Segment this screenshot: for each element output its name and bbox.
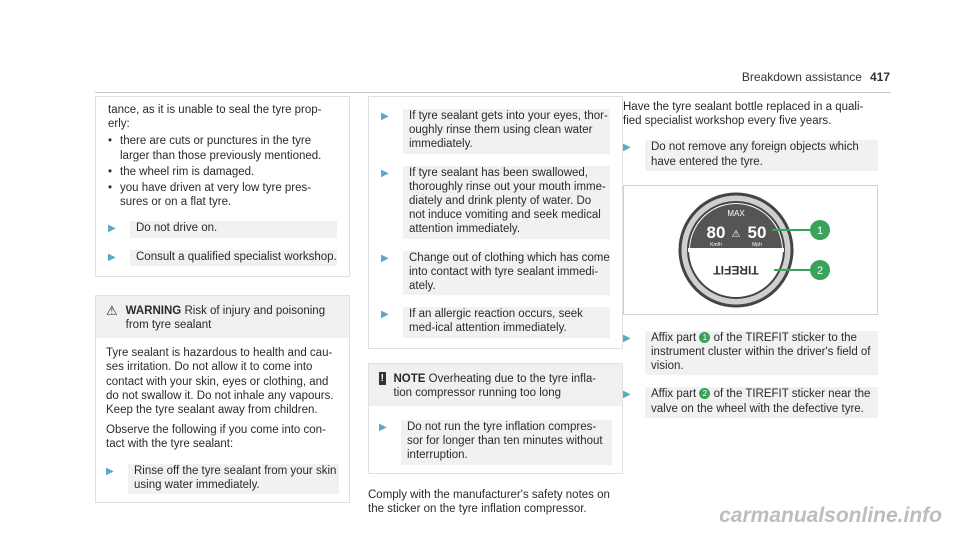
intro-text: Have the tyre sealant bottle replaced in a quali-fied specialist workshop every five years. <box>623 101 864 128</box>
intro-text: tance, as it is unable to seal the tyre prop-erly: <box>108 104 322 131</box>
tirefit-sticker-illustration <box>624 186 890 314</box>
warning-text: Tyre sealant is hazardous to health and cau-ses irritation. Do not allow it to come into contact with your skin, eyes or clothing, and do not swallow it. Do not inhale any vapours. Keep the tyre sealant away from children. <box>106 347 334 417</box>
list-item: • the wheel rim is damaged. <box>108 165 255 178</box>
warning-box <box>95 295 350 503</box>
note-icon: ! <box>380 372 384 384</box>
callout-badge: 1 <box>699 332 710 343</box>
sticker-mph-unit: Mph <box>752 241 762 248</box>
header-rule <box>95 92 891 93</box>
tirefit-sticker-figure <box>623 185 878 315</box>
sticker-kmh-value: 80 <box>706 222 726 242</box>
callout-2-label: 2 <box>816 264 824 277</box>
warning-icon: ⚠ <box>106 302 118 318</box>
note-label: NOTE <box>393 372 426 385</box>
callout-1-label: 1 <box>816 224 824 237</box>
warning-text: Observe the following if you come into con-tact with the tyre sealant: <box>106 424 326 451</box>
arrow-icon: ▶ <box>106 465 114 477</box>
step: ▶ Consult a qualified specialist workshop. <box>108 250 337 266</box>
arrow-icon: ▶ <box>381 309 389 321</box>
arrow-icon: ▶ <box>381 111 389 122</box>
warning-label: WARNING <box>125 304 182 317</box>
arrow-icon: ▶ <box>108 223 116 235</box>
section-title: Breakdown assistance <box>741 70 862 84</box>
step: ▶ Do not drive on. <box>108 221 337 237</box>
arrow-icon: ▶ <box>108 251 116 263</box>
list-item: • you have driven at very low tyre pres-sures or on a flat tyre. <box>108 182 312 209</box>
sticker-warning-icon: ⚠ <box>731 228 741 240</box>
arrow-icon: ▶ <box>623 332 631 344</box>
continued-box <box>95 96 350 277</box>
step: ▶ If tyre sealant has been swallowed, thoroughly rinse out your mouth imme-diately and drink plenty of water. Do not induce vomiting and seek medical attention immediately. <box>381 166 610 239</box>
list-item: • there are cuts or punctures in the tyre larger than those previously mentioned. <box>108 135 322 162</box>
arrow-icon: ▶ <box>381 252 389 264</box>
callout-badge: 2 <box>699 388 710 399</box>
note-box <box>368 363 623 474</box>
step: ▶ Affix part 2 of the TIREFIT sticker near the valve on the wheel with the defective tyre. <box>623 387 878 417</box>
sticker-kmh-unit: Km/h <box>710 241 722 248</box>
sticker-mph-value: 50 <box>747 222 767 242</box>
step: ▶ If an allergic reaction occurs, seek med-ical attention immediately. <box>381 307 610 337</box>
column-1 <box>95 96 350 503</box>
note-title: Overheating due to the tyre infla-tion compressor running too long <box>393 372 597 399</box>
step: ▶ Do not remove any foreign objects which have entered the tyre. <box>623 140 878 170</box>
step: ▶ Change out of clothing which has come into contact with tyre sealant immedi-ately. <box>381 251 610 296</box>
sticker-brand-label: TIREFIT <box>713 262 759 277</box>
bullet-list <box>108 134 337 209</box>
compressor-note: Comply with the manufacturer's safety notes on the sticker on the tyre inflation compressor. <box>368 488 610 515</box>
column-2 <box>368 96 623 516</box>
warning-title: Risk of injury and poisoning from tyre sealant <box>125 304 326 332</box>
page-number: 417 <box>869 70 890 84</box>
arrow-icon: ▶ <box>379 422 387 434</box>
step: ▶ If tyre sealant gets into your eyes, thor-oughly rinse them using clean water immediately. <box>381 109 610 154</box>
steps-box <box>368 96 623 349</box>
arrow-icon: ▶ <box>381 167 389 179</box>
arrow-icon: ▶ <box>623 389 631 401</box>
running-header <box>742 70 890 84</box>
sticker-max-label: MAX <box>727 208 745 218</box>
column-3 <box>623 96 878 418</box>
step: ▶ Rinse off the tyre sealant from your skin using water immediately. <box>106 464 339 494</box>
step: ▶ Do not run the tyre inflation compres-sor for longer than ten minutes without interruption. <box>379 420 612 465</box>
step: ▶ Affix part 1 of the TIREFIT sticker to the instrument cluster within the driver's field of vision. <box>623 331 878 376</box>
arrow-icon: ▶ <box>623 142 631 154</box>
watermark: carmanualsonline.info <box>719 504 942 527</box>
